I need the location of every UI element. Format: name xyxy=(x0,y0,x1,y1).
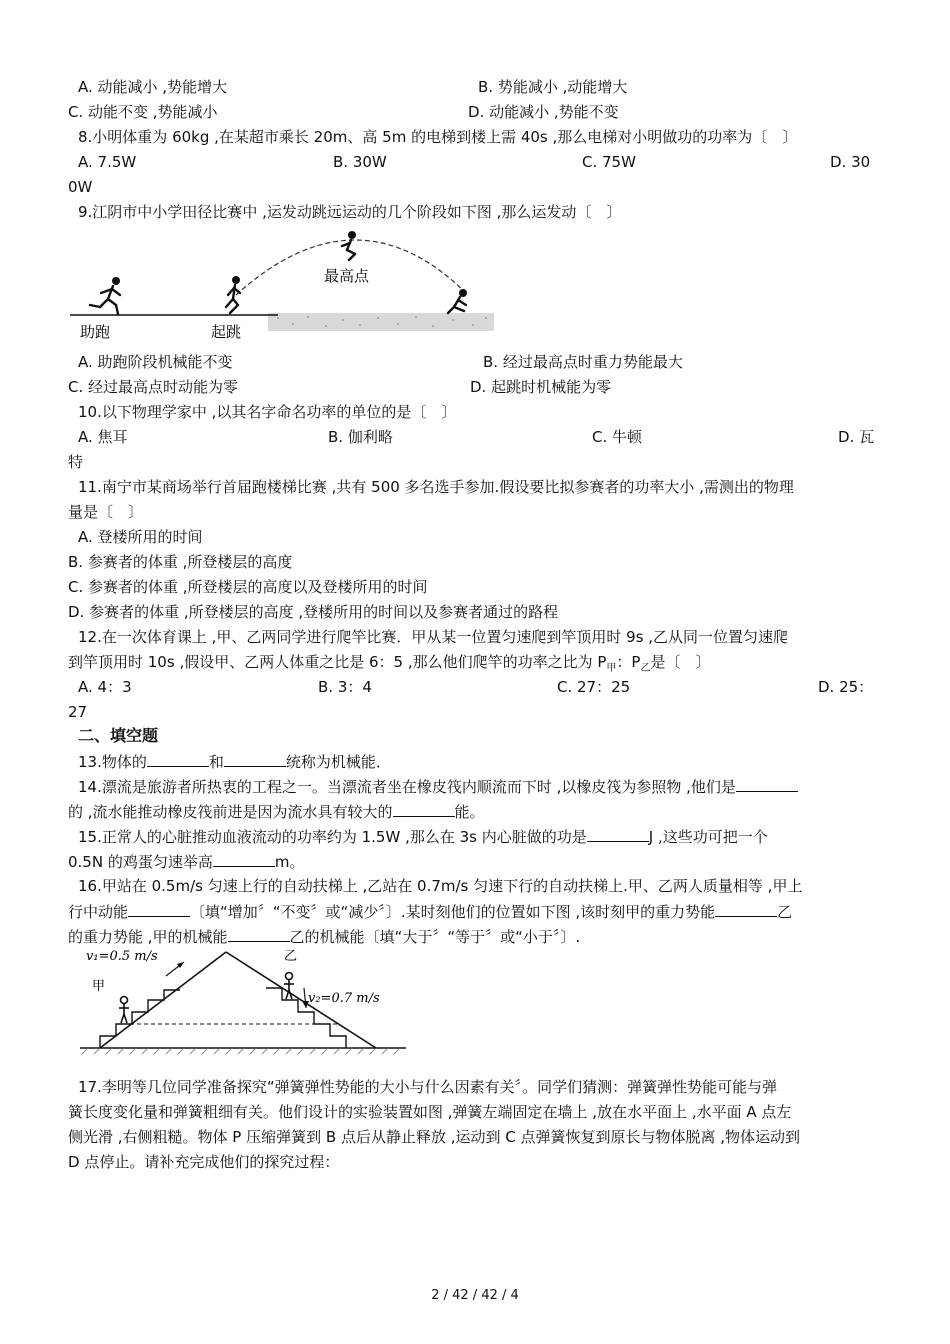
q14-line1: 14.漂流是旅游者所热衷的工程之一。当漂流者坐在橡皮筏内顺流而下时 ,以橡皮筏为参照物 ,他们是 xyxy=(78,775,798,798)
runner-figure xyxy=(90,277,120,314)
q10-option-b: B. 伽利略 xyxy=(328,428,393,446)
q9-option-b: B. 经过最高点时重力势能最大 xyxy=(483,353,683,371)
q10-option-c: C. 牛顿 xyxy=(592,428,643,446)
q17-line2: 簧长度变化量和弹簧粗细有关。他们设计的实验装置如图 ,弹簧左端固定在墙上 ,放在水平面上 ,水平面 A 点左 xyxy=(68,1103,792,1121)
escalator-figure xyxy=(76,946,416,1058)
q12-stem-line2: 到竿顶用时 10s ,假设甲、乙两人体重之比是 6：5 ,那么他们爬竿的功率之比为 $P_甲$：$P_乙$是〔 〕 xyxy=(68,653,711,674)
q7-option-b: B. 势能减小 ,动能增大 xyxy=(478,78,628,96)
q17-line4: D 点停止。请补充完成他们的探究过程： xyxy=(68,1153,340,1171)
q16-line3: 的重力势能 ,甲的机械能 乙的机械能〔填“大于〞“等于〞或“小于〞〕. xyxy=(68,925,580,948)
blank[interactable] xyxy=(715,900,777,917)
q9-option-d: D. 起跳时机械能为零 xyxy=(470,378,612,396)
q8-option-d-wrap: 0W xyxy=(68,178,93,196)
person-jia xyxy=(119,997,129,1024)
sub-jia: 甲 xyxy=(606,663,617,674)
jia-label: 甲 xyxy=(92,979,106,994)
q10-option-a: A. 焦耳 xyxy=(78,428,128,446)
q7-option-d: D. 动能减小 ,势能不变 xyxy=(468,103,619,121)
v2-label: v₂=0.7 m/s xyxy=(308,991,380,1006)
q15-line2: 0.5N 的鸡蛋匀速举高 m。 xyxy=(68,850,304,873)
q11-option-b: B. 参赛者的体重 ,所登楼层的高度 xyxy=(68,553,293,571)
q11-stem-line2: 量是〔 〕 xyxy=(68,503,144,521)
q15-line1: 15.正常人的心脏推动血液流动的功率约为 1.5W ,那么在 3s 内心脏做的功是 J ,这些功可把一个 xyxy=(78,825,768,848)
jump-label: 起跳 xyxy=(211,323,242,341)
q10-stem: 10.以下物理学家中 ,以其名字命名功率的单位的是〔 〕 xyxy=(78,403,457,421)
q17-line1: 17.李明等几位同学准备探究“弹簧弹性势能的大小与什么因素有关〞。同学们猜测：弹簧弹性势能可能与弹 xyxy=(78,1078,778,1096)
run-label: 助跑 xyxy=(80,323,111,341)
landing-figure xyxy=(448,289,467,313)
blank[interactable] xyxy=(224,750,286,767)
q9-stem: 9.江阴市中小学田径比赛中 ,运发动跳远运动的几个阶段如下图 ,那么运发动〔 〕 xyxy=(78,203,622,221)
q8-option-d: D. 30 xyxy=(830,153,871,171)
yi-label: 乙 xyxy=(284,949,298,964)
q8-option-c: C. 75W xyxy=(582,153,636,171)
blank[interactable] xyxy=(128,900,190,917)
q8-stem: 8.小明体重为 60kg ,在某超市乘长 20m、高 5m 的电梯到楼上需 40s ,那么电梯对小明做功的功率为〔 〕 xyxy=(78,128,798,146)
q11-option-d: D. 参赛者的体重 ,所登楼层的高度 ,登楼所用的时间以及参赛者通过的路程 xyxy=(68,603,559,621)
blank[interactable] xyxy=(736,775,798,792)
v1-label: v₁=0.5 m/s xyxy=(86,949,158,964)
q12-option-a: A. 4：3 xyxy=(78,678,132,696)
blank[interactable] xyxy=(228,925,290,942)
q17-line3: 侧光滑 ,右侧粗糙。物体 P 压缩弹簧到 B 点后从静止释放 ,运动到 C 点弹簧恢复到原长与物体脱离 ,物体运动到 xyxy=(68,1128,801,1146)
blank[interactable] xyxy=(213,850,275,867)
peak-label: 最高点 xyxy=(324,267,370,285)
blank[interactable] xyxy=(147,750,209,767)
takeoff-figure xyxy=(226,276,240,313)
q10-option-d: D. 瓦 xyxy=(838,428,875,446)
q8-option-a: A. 7.5W xyxy=(78,153,137,171)
q12-option-d-wrap: 27 xyxy=(68,703,88,721)
blank[interactable] xyxy=(587,825,649,842)
q12-option-c: C. 27：25 xyxy=(557,678,631,696)
q16-line1: 16.甲站在 0.5m/s 匀速上行的自动扶梯上 ,乙站在 0.7m/s 匀速下行的自动扶梯上.甲、乙两人质量相等 ,甲上 xyxy=(78,877,803,895)
section-title: 二、填空题 xyxy=(78,726,159,745)
q7-option-c: C. 动能不变 ,势能减小 xyxy=(68,103,218,121)
long-jump-figure xyxy=(68,225,500,347)
q14-line2: 的 ,流水能推动橡皮筏前进是因为流水具有较大的 能。 xyxy=(68,800,485,823)
blank[interactable] xyxy=(393,800,455,817)
sand-pit xyxy=(268,313,494,331)
sub-yi: 乙 xyxy=(640,663,651,674)
q11-stem-line1: 11.南宁市某商场举行首届跑楼梯比赛 ,共有 500 多名选手参加.假设要比拟参赛者的功率大小 ,需测出的物理 xyxy=(78,478,794,496)
peak-figure xyxy=(342,231,356,260)
page-number: 2 / 42 / 42 / 4 xyxy=(431,1288,519,1303)
q7-option-a: A. 动能减小 ,势能增大 xyxy=(78,78,228,96)
q12-stem-line1: 12.在一次体育课上 ,甲、乙两同学进行爬竿比赛．甲从某一位置匀速爬到竿顶用时 9s ,乙从同一位置匀速爬 xyxy=(78,628,789,646)
q9-option-c: C. 经过最高点时动能为零 xyxy=(68,378,239,396)
q10-option-d-wrap: 特 xyxy=(68,453,84,471)
q9-option-a: A. 助跑阶段机械能不变 xyxy=(78,353,233,371)
q11-option-c: C. 参赛者的体重 ,所登楼层的高度以及登楼所用的时间 xyxy=(68,578,428,596)
q12-option-b: B. 3：4 xyxy=(318,678,372,696)
q16-line2: 行中动能 〔填“增加〞“不变〞或“减少〞〕.某时刻他们的位置如下图 ,该时刻甲的重力势能 乙 xyxy=(68,900,792,923)
q13: 13.物体的 和 统称为机械能． xyxy=(78,750,391,773)
q11-option-a: A. 登楼所用的时间 xyxy=(78,528,203,546)
q8-option-b: B. 30W xyxy=(333,153,387,171)
q12-option-d: D. 25： xyxy=(818,678,874,696)
